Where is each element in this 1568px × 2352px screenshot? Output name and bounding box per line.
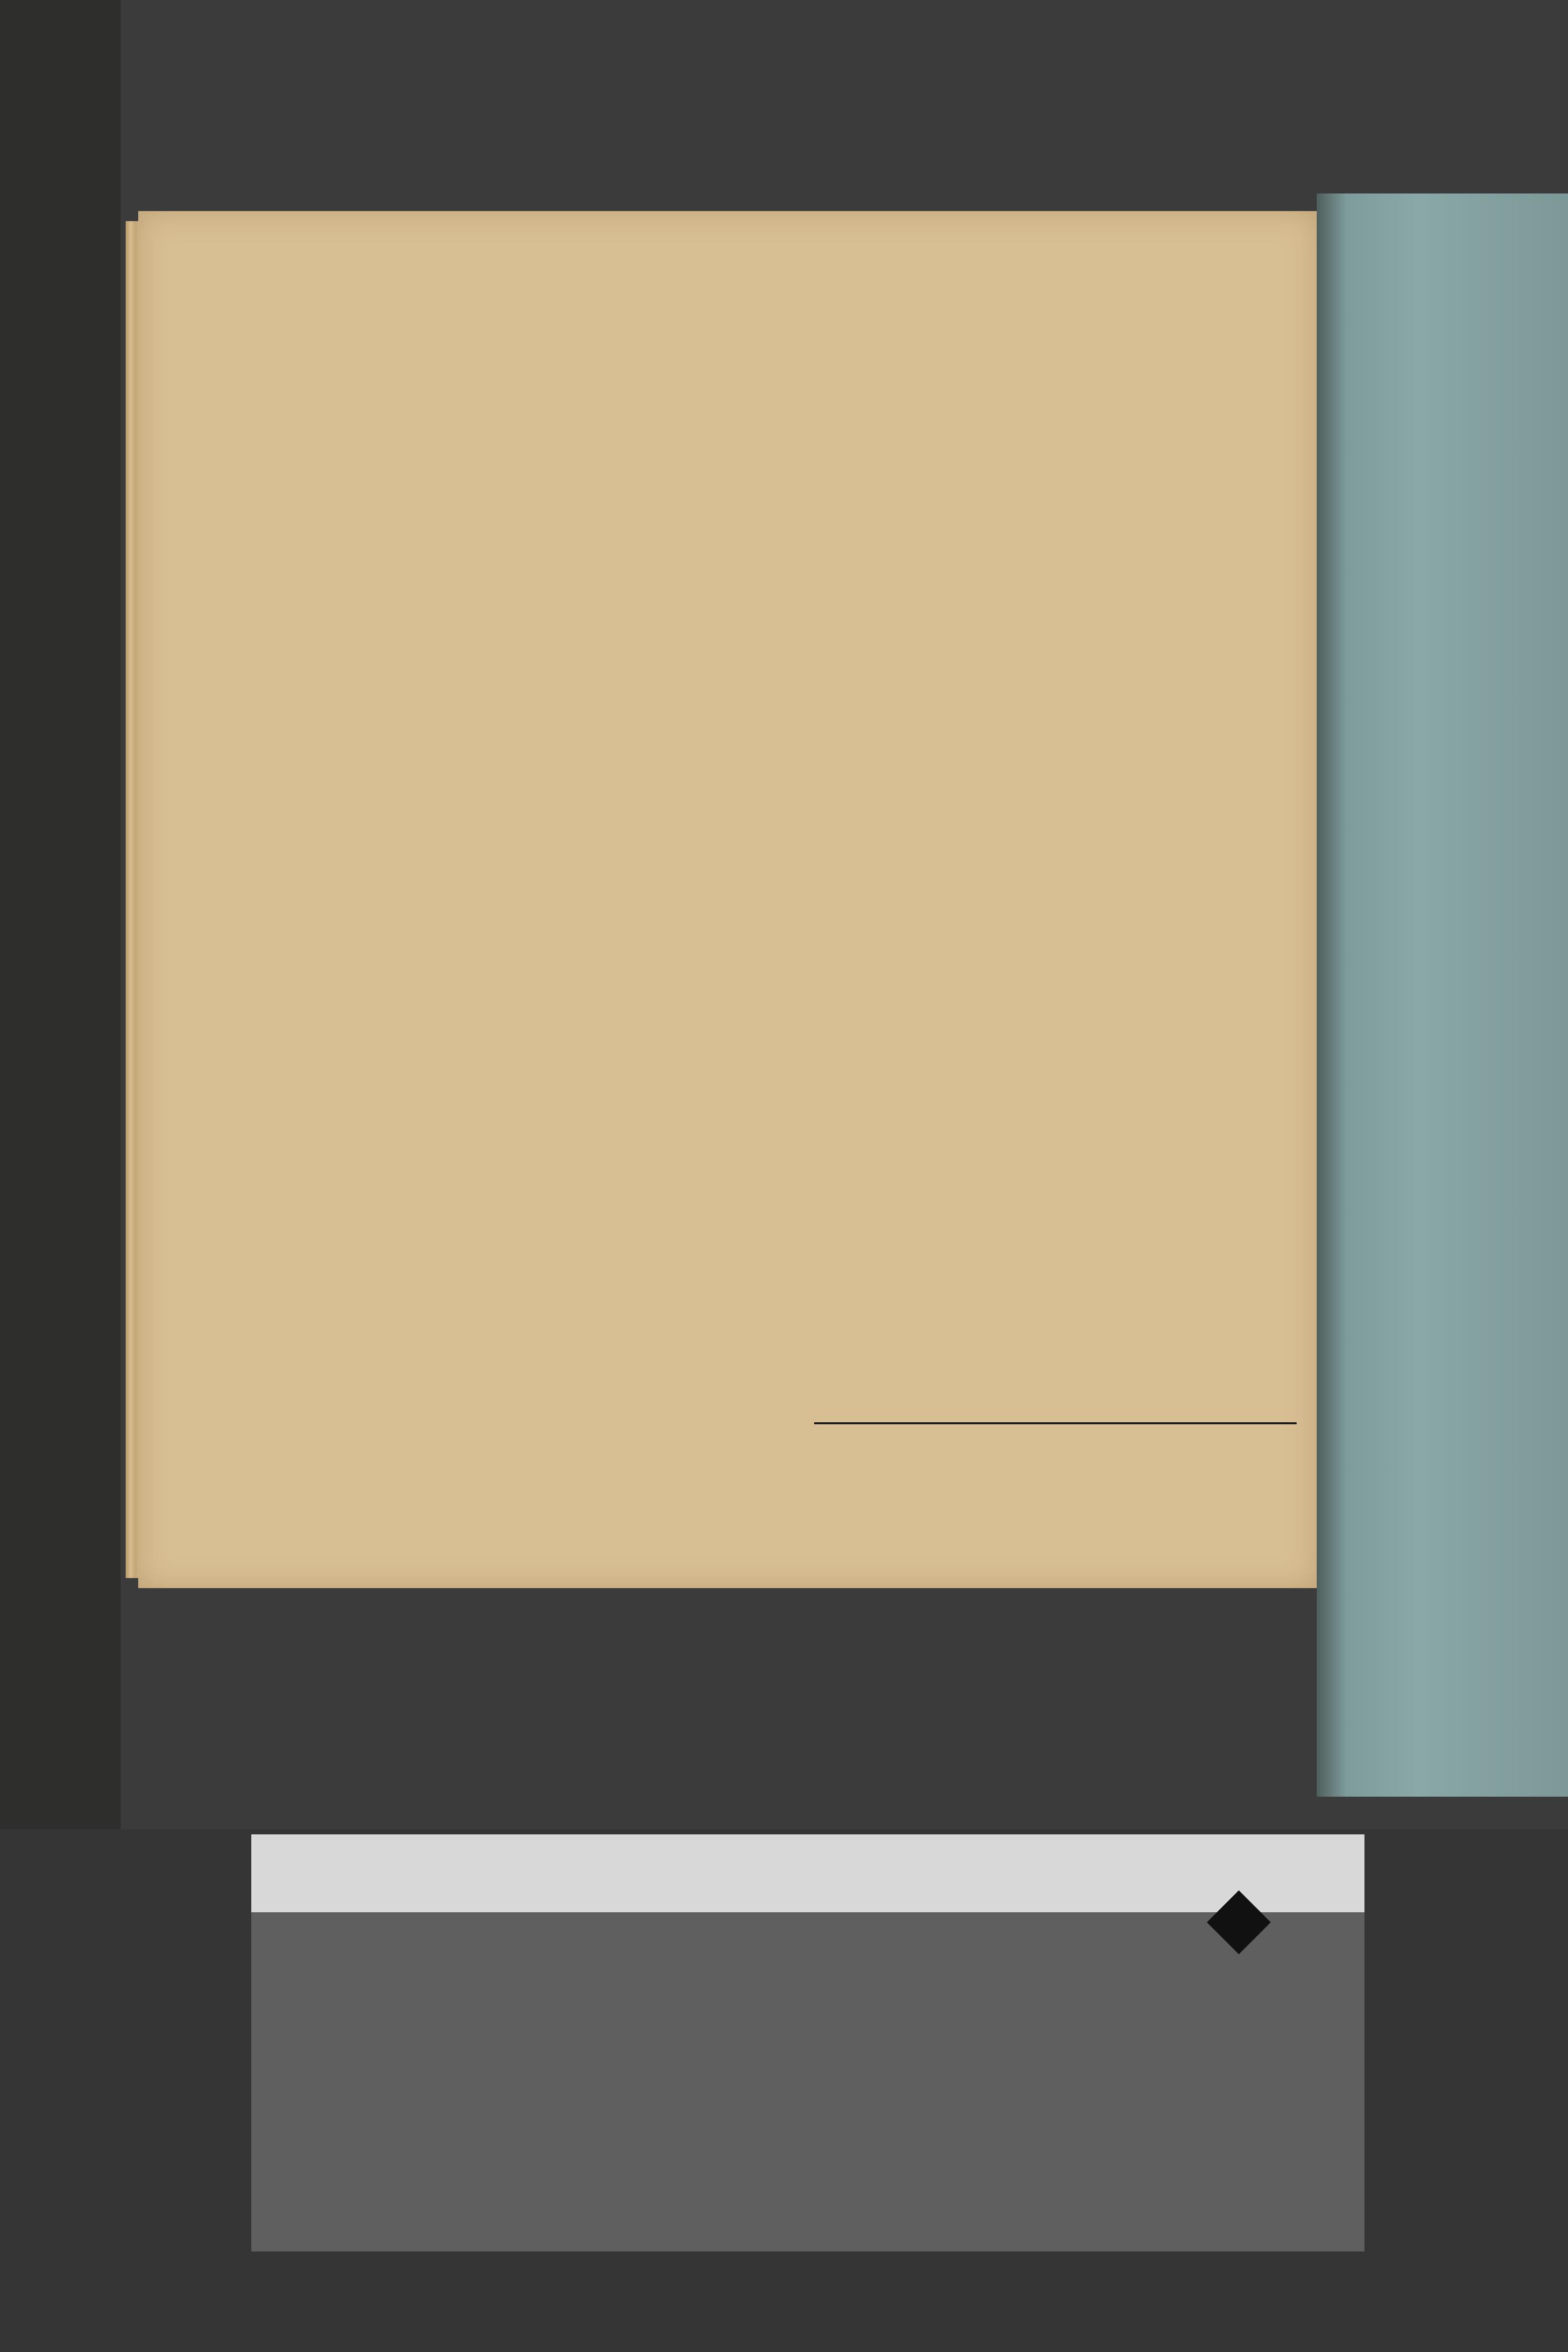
facing-fragment — [1352, 683, 1563, 710]
facing-page-text — [1352, 683, 1563, 913]
divider-rule — [814, 1422, 1297, 1424]
swatch-labels — [251, 1945, 1364, 1970]
ruler — [251, 1834, 1364, 1912]
left-column — [286, 352, 779, 1684]
facing-fragment — [1352, 798, 1563, 824]
right-column — [804, 347, 1307, 1357]
facing-fragment — [1352, 836, 1563, 862]
facing-page — [1317, 193, 1568, 1797]
facing-fragment — [1352, 722, 1563, 748]
facing-fragment — [1352, 760, 1563, 786]
facing-fragment — [1352, 874, 1563, 901]
swatch-row-bottom — [251, 2066, 1364, 2153]
background-left — [0, 0, 121, 1829]
swatch-row-top — [251, 1975, 1364, 2063]
